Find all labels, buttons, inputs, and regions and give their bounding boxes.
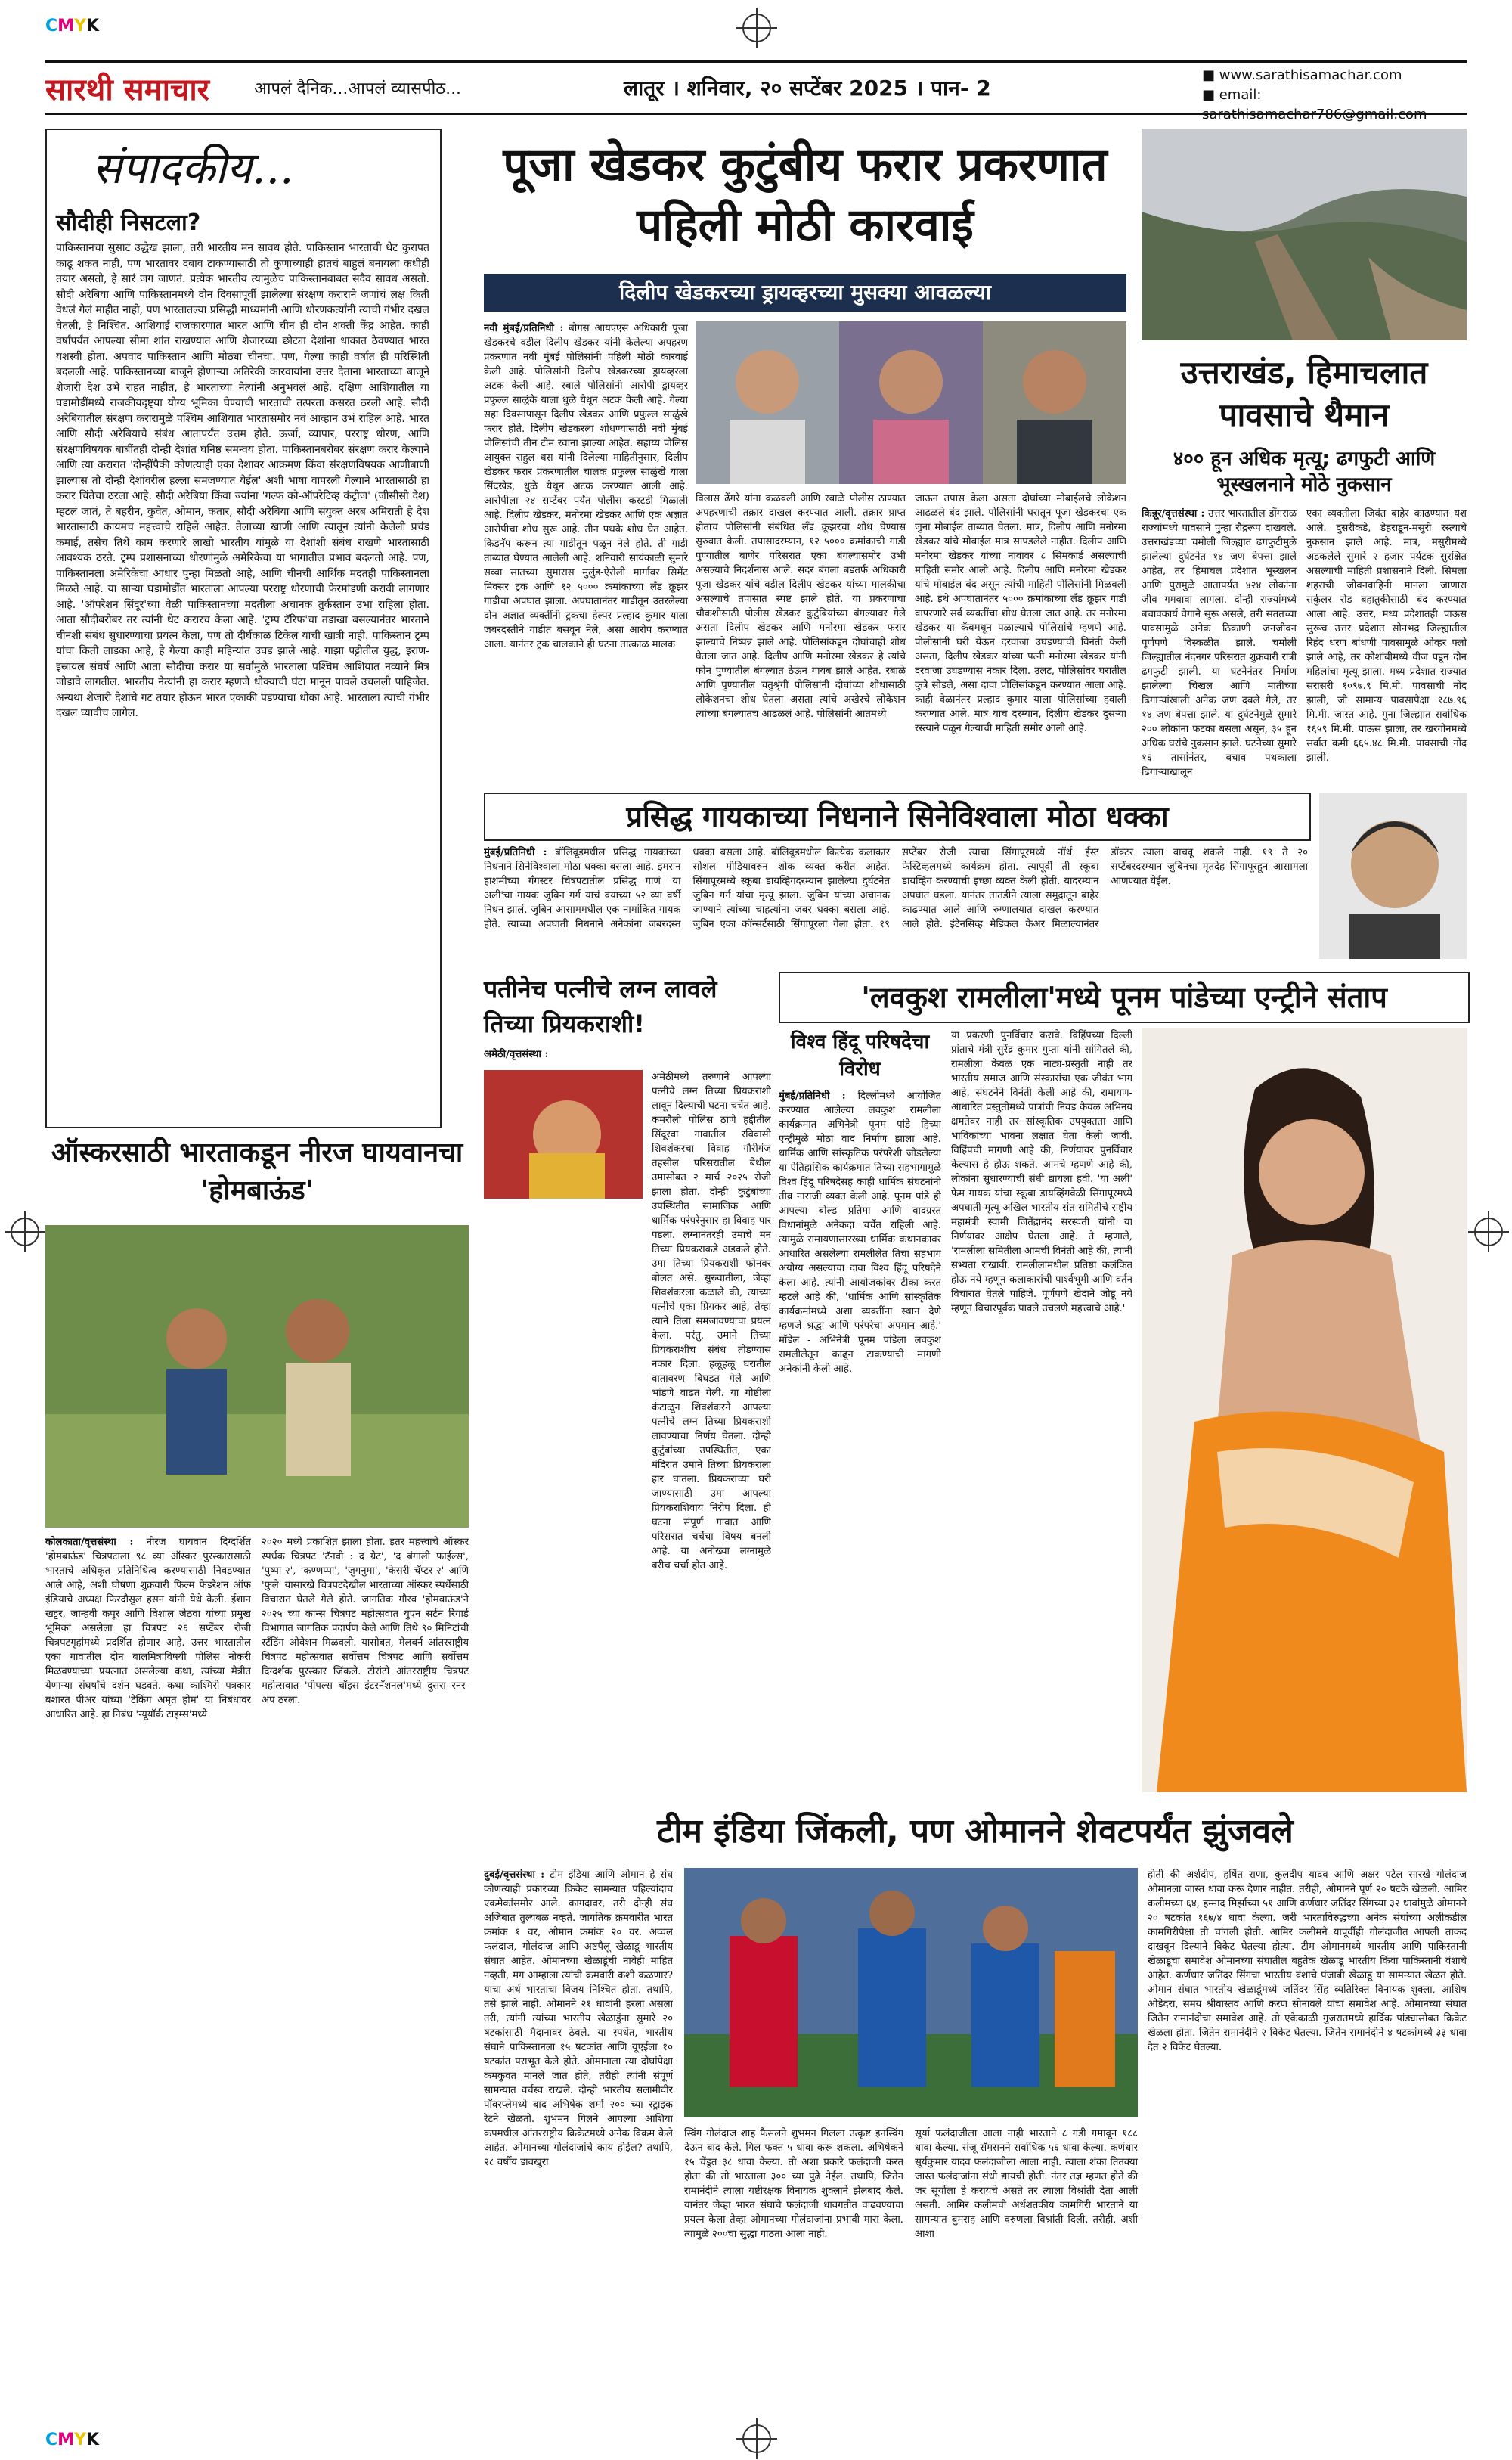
lead-headline: पूजा खेडकर कुटुंबीय फरार प्रकरणात पहिली मोठी कारवाई	[503, 138, 1108, 252]
cricket-photo	[684, 1868, 1138, 2117]
editorial-body: पाकिस्तानचा सुसाट उद्धेख झाला, तरी भारतीय मन सावध होते. पाकिस्तान भारताची थेट कुरापत काढू शकत नाही, पण भारतावर दबाव टाकण्यासाठी तो कुणाच्याही हातचं बाहुलं बनायला कधीही तयार असतो, हे सारं जग जाणतं. प्रत्येक भारतीय त्यामुळेच पाकिस्तानबाबत सदैव सावध असतो. सौदी अरेबिया आणि पाकिस्तानमध्ये दोन दिवसांपूर्वी झालेल्या संरक्षण कराराने जणांचं लक्ष किती वेधलं गेलं माहीत नाही, पण भारतातल्या प्रसिद्धी माध्यमांनी आणि धोरणकर्त्यांनी त्याची गंभीर दखल घेतली, हे निश्चित. आशियाई राजकारणात भारत आणि चीन ही दोन शक्ती केंद्र आहेत. काही वर्षांपर्यंत आपल्या सीमा शांत राखण्यात आणि शेजारच्या छोट्या देशांना धाकात ठेवण्यात भारत यशस्वी होता. अपवाद पाकिस्तान आणि मोठ्या चीनचा. पण, गेल्या काही वर्षात ही परिस्थिती बदलली आहे. पाकिस्तानच्या बाजूने होणाऱ्या अतिरेकी कारवायांना उत्तर देताना भारताच्या बाजूने शेजारी देश उभे राहत नाहीत, हे भारताच्या नेत्यांनी अनुभवलं आहे. दक्षिण आशियातील या घडामोडींमध्ये राजकीयदृष्ट्या योग्य भूमिका घेण्याची भारताची तत्परता कसरत ठरली आहे. सौदी अरेबियातील संरक्षण करारामुळे पश्चिम आशियात भारतासमोर नवं आव्हान उभं राहिलं आहे. भारत आणि सौदी अरेबियाचे संबंध आतापर्यंत उत्तम होते. ऊर्जा, व्यापार, परराष्ट्र धोरण, आणि संरक्षणविषयक बाबींतही दोन्ही देशांत घनिष्ठ समन्वय होता. पाकिस्तानबरोबर संरक्षण करार केल्याने आणि त्या करारात 'दोन्हींपैकी कोणत्याही एका देशावर आक्रमण किंवा संरक्षणविषयक आणीबाणी झाल्यास तो दोन्ही देशांवरील हल्ला समजण्यात येईल' अशी भाषा वापरली गेल्याने भारतासाठी हा करार चिंतेचा ठरला आहे. सौदी अरेबिया किंवा ज्यांना 'गल्फ को-ऑपरेटिव्ह कंट्रीज' (जीसीसी देश) म्हटलं जातं, ते बहरीन, कुवेत, ओमान, कतार, सौदी अरेबिया आणि संयुक्त अरब अमिराती हे देश भारतासाठी कायमच महत्त्वाचे राहिले आहेत. तेलाच्या खाणी आणि त्यातून त्यांनी केलेली प्रचंड कमाई, तसेच तिथे काम करणारे लाखो भारतीय यांमुळे या देशांशी संबंध राखणे भारतासाठी आवश्यक ठरते. ट्रम्प प्रशासनाच्या धोरणांमुळे अमेरिकेचा या भागातील प्रभाव बदलतो आहे. पण, पाकिस्तानला अमेरिकेचा आधार पुन्हा मिळतो आहे, आणि चीनची आर्थिक मदतही पाकिस्तानला मिळते आहे. या साऱ्या घडामोडींत भारताला आपल्या परराष्ट्र धोरणाची फेरमांडणी करावी लागणार आहे. 'ऑपरेशन सिंदूर'च्या वेळी पाकिस्तानच्या मदतीला अचानक तुर्कस्तान उभा राहिला होता. आता सौदीबरोबर तर त्यांनी थेट करारच केला आहे. 'ट्रम्प टॅरिफ'चा तडाखा बसल्यानंतर भारताने चीनशी संबंध सुधारण्याचा प्रयत्न केला, पण तो दीर्घकाळ टिकेल याची खात्री नाही. पाकिस्तान ट्रम्प यांचा किती लाडका आहे, हे गेल्या काही महिन्यांत उघड झाले आहे. गाझा पट्टीतील युद्ध, इराण-इस्रायल संघर्ष आणि आता सौदीचा करार या सर्वांमुळे भारताला पश्चिम आशियात नव्याने मित्र जोडावे लागतील. भारतीय नेत्यांनी हा करार म्हणजे धोक्याची घंटा मानून पावले उचलली पाहिजेत. अन्यथा शेजारी देशांचे गट तयार होऊन भारत एकाकी पडण्याचा धोका आहे. भारताला त्याची गंभीर दखल घ्यावीच लागेल.	[56, 242, 429, 719]
actress-photo	[1142, 1028, 1467, 1792]
email-line: ■ email: sarathisamachar786@gmail.com	[1202, 87, 1427, 123]
uttarakhand-headline: उत्तराखंड, हिमाचलात पावसाचे थैमान	[1180, 354, 1428, 433]
oscar-body-1: नीरज घायवान दिग्दर्शित 'होमबाऊंड' चित्रपटाला ९८ व्या ऑस्कर पुरस्कारासाठी भारताचे अधिकृत प्रतिनिधित्व करण्यासाठी निवडण्यात आले आहे, अशी घोषणा शुक्रवारी फिल्म फेडरेशन ऑफ इंडियाचे अध्यक्ष फिरदौसुल हसन यांनी येथे केली. ईशान खट्टर, जान्हवी कपूर आणि विशाल जेठवा यांच्या प्रमुख भूमिका असलेला हा चित्रपट २६ सप्टेंबर रोजी चित्रपटगृहांमध्ये प्रदर्शित होणार आहे. उत्तर भारतातील एका गावातील दोन बालमित्रांविषयी पोलिस नोकरी मिळवण्याच्या प्रयत्नात असलेल्या कथा, त्यांच्या मैत्रीत येणाऱ्या संघर्षांचे दर्शन घडवते. कथा काश्मिरी पत्रकार बशारत पीअर यांच्या 'टेकिंग अमृत होम' या निबंधावर आधारित आहे. हा निबंध 'न्यूयॉर्क टाइम्स'मध्ये	[45, 1537, 251, 1720]
newspaper-name: सारथी समाचार	[45, 72, 210, 107]
cricket-body-1: टीम इंडिया आणि ओमान हे संघ कोणत्याही प्रकारच्या क्रिकेट सामन्यात पहिल्यांदाच एकमेकांसमोर आले. कागदावर, तरी दोन्ही संघ अजिबात तुल्यबळ नव्हते. जागतिक क्रमवारीत भारत क्रमांक १ वर, ओमान क्रमांक २० वर. अव्वल फलंदाज, गोलंदाज आणि अष्टपैलू खेळाडू भारतीय संघात आहेत. ओमानच्या खेळाडूंची नावेही माहित नव्हती, मग आम्हाला त्यांची क्रमवारी कशी कळणार? याचा अर्थ भारताचा विजय निश्चित होता. तथापि, तसे झाले नाही. ओमानने २१ धावांनी हरला असला तरी, त्यांनी त्यांच्या भारतीय खेळाडूंना सुमारे २० षटकांसाठी मैदानावर ठेवले. या स्पर्धेत, भारतीय संघाने पाकिस्तानला १५ षटकांत आणि यूएईला १० षटकांत पराभूत केले होते. ओमानाला त्या दोघांपेक्षा कमकुवत मानले जात होते, तरीही त्यांनी संपूर्ण सामन्यात वर्चस्व राखले. दोन्ही भारतीय सलामीवीर पॉवरप्लेमध्ये बाद अभिषेक शर्मा २०० च्या स्ट्राइक रेटने खेळतो. शुभमन गिलने आपल्या आशिया कपमधील आंतरराष्ट्रीय क्रिकेटमध्ये अनेक विक्रम केले आहेत. ओमानच्या गोलंदाजांचे काय होईल? तथापि, २८ वर्षीय डावखुरा	[484, 1869, 673, 2168]
ramleela-body-col2: या प्रकरणी पुनर्विचार करावे. विहिंपच्या दिल्ली प्रांताचे मंत्री सुरेंद्र कुमार गुप्ता यांनी सांगितले की, रामलीला केवळ एक नाट्य-प्रस्तुती नाही तर भारतीय समाज आणि संस्कारांचा एक जीवंत भाग आहे. संघटनेने विनंती केली आहे की, रामायण-आधारित प्रस्तुतीमध्ये पात्रांची निवड केवळ अभिनय क्षमतेवर नाही तर सांस्कृतिक उपयुक्तता आणि भाविकांच्या भावना लक्षात घेता केली जावी. विहिंपची मागणी आहे की, निर्णयावर पुनर्विचार केल्यास हे होऊ शकते. आमचे म्हणणे आहे की, लोकांना सुधारण्याची संधी द्यायला हवी. 'या अली' फेम गायक यांचा स्कूबा डायव्हिंगवेळी सिंगापूरमध्ये अपघाती मृत्यू अखिल भारतीय संत समितीचे राष्ट्रीय महामंत्री स्वामी जितेंद्रानंद सरस्वती यांनी या निर्णयावर आक्षेप घेतला आहे. ते म्हणाले, 'रामलीला समितीला आमची विनंती आहे की, त्यांनी सभ्यता राखावी. रामलीलामधील प्रतिष्ठा कलंकित होऊ नये म्हणून कलाकारांची पार्श्वभूमी आणि वर्तन विचारात घेतले पाहिजे. पूर्णपणे खेदाने जोडू नये म्हणून विचारपूर्वक पावले उचलणे महत्त्वाचे आहे.'	[951, 1030, 1132, 1314]
uttarakhand-body-1: उत्तर भारतातील डोंगराळ राज्यांमध्ये पावसाने पुन्हा रौद्ररूप दाखवले. उत्तराखंडच्या चमोली जिल्ह्यात ढगफुटीमुळे झालेल्या दुर्घटनेत १४ जण बेपत्ता झाले आहेत, तर हिमाचल प्रदेशात भूस्खलन आणि पुरामुळे आतापर्यंत ४२४ लोकांना जीव गमवावा लागला. दोन्ही राज्यांमध्ये बचावकार्य वेगाने सुरू असले, तरी सततच्या पावसामुळे अनेक ठिकाणी जनजीवन पूर्णपणे विस्कळीत झाले. चमोली जिल्ह्यातील नंदनगर परिसरात शुक्रवारी रात्री ढगफुटी झाली. या घटनेनंतर निर्माण झालेल्या चिखल आणि मातीच्या ढिगाऱ्यांखाली अनेक जण दबले गेले, तर १४ जण बेपत्ता झाले. या दुर्घटनेमुळे सुमारे २०० लोकांना फटका बसला असून, ३५ हून अधिक घरांचे नुकसान झाले. घटनेच्या सुमारे १६ तासांनंतर, बचाव पथकाला ढिगाऱ्याखालून	[1142, 508, 1297, 778]
cmyk-k-bottom: K	[86, 2431, 100, 2449]
lead-dateline: नवी मुंबई/प्रतिनिधी :	[484, 323, 564, 334]
cmyk-c-bottom: C	[45, 2431, 58, 2449]
lead-photo-strip	[696, 321, 1126, 484]
registration-mark-right	[1474, 1218, 1503, 1246]
lead-subhead-bar	[484, 274, 1126, 312]
cmyk-k: K	[86, 17, 100, 36]
lead-body-1: बोगस आयएएस अधिकारी पूजा खेडकरचे वडील दिलीप खेडकर यांनी केलेल्या अपहरण प्रकरणात नवी मुंबई पोलिसांनी पहिली मोठी कारवाई केली आहे. पोलिसांनी दिलीप खेडकरच्या ड्रायव्हरला अटक केली आहे. रबाले पोलिसांनी आरोपी ड्रायव्हर प्रफुल्ल साळुंके याला धुळे येथून अटक केली आहे. गेल्या सहा दिवसापासून दिलीप खेडकर आणि प्रफुल्ल साळुंखे फरार होते. दिलीप खेडकरला शोधण्यासाठी नवी मुंबई पोलिसांची तीन टीम रवाना झाल्या आहेत. सहाय्य पोलिस आयुक्त राहुल धस यांनी दिलेल्या माहितीनुसार, दिलीप खेडकर फरार प्रकरणातील चालक प्रफुल्ल साळुंखे याला सिंदखेड, धुळे येथून अटक करण्यात आली आहे. आरोपीला २४ सप्टेंबर पर्यंत पोलीस कस्टडी मिळाली आहे. दिलीप खेडकर, मनोरमा खेडकर आणि एक अज्ञात आरोपीचा शोध सुरू आहे. तीन पथके शोध घेत आहेत. किडनॅप करून त्या गाडीतून पळून नेले होते. ती गाडी ताब्यात घेण्यात आलेली आहे. शनिवारी सायंकाळी सुमारे सव्वा सातच्या सुमारास मुलुंड-ऐरोली मार्गावर सिमेंट मिक्सर ट्रक आणि १२ ५००० क्रमांकाच्या लँड क्रूझर गाडीचा अपघात झाला. अपघातानंतर गाडीतून उतरलेल्या दोन अज्ञात व्यक्तींनी ट्रकचा हेल्पर प्रल्हाद कुमार याला जबरदस्तीने गाडीत बसवून नेले, असा आरोप करण्यात आला. यानंतर ट्रक चालकाने ही घटना तात्काळ मालक	[484, 323, 688, 650]
editorial-label: संपादकीय...	[92, 142, 294, 194]
singer-body	[484, 845, 1308, 959]
lead-body-col1	[484, 321, 688, 783]
wedding-dateline: अमेठी/वृत्तसंस्था :	[484, 1049, 549, 1060]
singer-portrait	[1319, 793, 1467, 959]
wedding-headline: पतीनेच पत्नीचे लग्न लावले तिच्या प्रियकराशी!	[484, 975, 717, 1038]
editorial-title: सौदीही निसटला?	[56, 209, 201, 236]
oscar-dateline: कोलकाता/वृत्तसंस्था :	[45, 1537, 134, 1548]
lead-subhead: दिलीप खेडकरच्या ड्रायव्हरच्या मुसक्या आवळल्या	[618, 280, 992, 305]
wedding-photo	[484, 1070, 643, 1199]
masthead	[45, 60, 1467, 123]
cricket-headline: टीम इंडिया जिंकली, पण ओमानने शेवटपर्यंत झुंजवले	[657, 1812, 1294, 1850]
singer-headline-box	[484, 793, 1311, 841]
cmyk-y: Y	[74, 17, 86, 36]
editorial-box	[45, 129, 442, 1128]
oscar-photo	[45, 1225, 469, 1528]
website: www.sarathisamachar.com	[1219, 67, 1402, 83]
cricket-body-col3: सूर्या फलंदाजीला आला नाही भारताने ८ गडी गमावून १८८ धावा केल्या. संजू सॅमसनने सर्वाधिक ५६ धावा केल्या. कर्णधार सूर्यकुमार यादव फलंदाजीला आला नाही. त्याला शंका तितक्या जास्त फलंदाजांना संधी द्यायची होती. नंतर तज्ञ म्हणत होते की जर सूर्याला हे करायचे असते तर त्याला विश्रांती देता आली असती. आमिर कलीमची अर्धशतकीय कामगिरी भारताने या सामन्यात बुमराह आणि वरुणला विश्रांती दिली. तरीही, अशी आशा	[915, 2128, 1138, 2240]
uttarakhand-photo	[1142, 129, 1467, 340]
lead-body-col2: विलास ढेंगरे यांना कळवली आणि रबाळे पोलीस ठाण्यात अपहरणाची तक्रार दाखल करण्यात आली. तक्रार प्राप्त होताच पोलिसांनी संबंधित लँड क्रूझरचा शोध घेण्यास सुरुवात केली. तपासादरम्यान, १२ ५००० क्रमांकाची गाडी पुण्यातील बाणेर परिसरात एका बंगल्यासमोर उभी असल्याचे निदर्शनास आले. सदर बंगला बडतर्फ अधिकारी पूजा खेडकर यांचे वडील दिलीप खेडकर यांच्या मालकीचा असल्याचे तपासात स्पष्ट झाले होते. या प्रकरणाचा चौकशीसाठी पोलीस खेडकर कुटुंबियांच्या बंगल्यावर गेले असता दिलीप खेडकर आणि मनोरमा खेडकर फरार झाल्याचे निष्पन्न झाले आहे. पोलिसांकडून दोघांचाही शोध घेतला जात आहे. दिलीप आणि मनोरमा खेडकर हे त्यांचे फोन पुण्यातील बंगल्यात ठेऊन गायब झाले आहेत. रबाळे आणि पुण्यातील चतुश्रृंगी पोलिसांनी दोघांच्या शोधासाठी लोकेशनचा शोध घेतला असता त्यांचे अखेरचे लोकेशन त्यांच्या बंगल्यातच आढळलं आहे. पोलिसांनी आतमध्ये	[696, 493, 906, 720]
uttarakhand-body-col2: एका व्यक्तीला जिवंत बाहेर काढण्यात यश आले. दुसरीकडे, डेहराडून-मसुरी रस्त्याचे नुकसान झाले आहे. मात्र, मसुरीमध्ये अडकलेले सुमारे २ हजार पर्यटक सुरक्षित असल्याची माहिती प्रशासनाने दिली. सिमला शहराची जीवनवाहिनी मानला जाणारा सर्कुलर रोड बहातुकीसाठी बंद करण्यात आला आहे. उत्तर, मध्य प्रदेशातही पाऊस सुरूच उत्तर प्रदेशात सोनभद्र जिल्ह्यातील रिहंद धरण बांधणी पावसामुळे ओव्हर फ्लो झाले आहे, तर कौशांबीमध्ये वीज पडून दोन महिलांचा मृत्यू झाला. मध्य प्रदेशात राज्यात सरासरी १०९७.९ मि.मी. पावसाची नोंद झाली, जी सामान्य पावसापेक्षा १८७.९६ मि.मी. जास्त आहे. गुना जिल्ह्यात सर्वाधिक १६५९ मि.मी. पाऊस झाला, तर खरगोनमध्ये सर्वात कमी ६६५.४८ मि.मी. पावसाची नोंद झाली.	[1306, 508, 1467, 764]
cricket-dateline: दुबई/वृत्तसंस्था :	[484, 1869, 545, 1881]
cmyk-m-bottom: M	[57, 2431, 75, 2449]
registration-mark-top	[742, 14, 771, 42]
email: email: sarathisamachar786@gmail.com	[1202, 87, 1427, 123]
oscar-body-col1	[45, 1535, 251, 1792]
cmyk-mark-bottom	[45, 2431, 99, 2449]
homebound-still	[45, 1225, 469, 1528]
contact-info	[1202, 66, 1467, 125]
uttarakhand-subhead: ४०० हून अधिक मृत्यू; ढगफुटी आणि भूस्खलनाने मोठे नुकसान	[1173, 448, 1436, 496]
uttarakhand-body-col1	[1142, 507, 1297, 783]
cmyk-m: M	[57, 17, 75, 36]
wedding-image	[484, 1070, 643, 1199]
uttarakhand-dateline: किन्नूर/वृत्तसंस्था :	[1142, 508, 1205, 520]
registration-mark-left	[11, 1218, 39, 1246]
newspaper-tagline: आपलं दैनिक...आपलं व्यासपीठ...	[254, 79, 462, 98]
khedkar-photos	[696, 321, 1126, 484]
lead-body-col3: जाऊन तपास केला असता दोघांच्या मोबाईलचे लोकेशन आढळले बंद झाले. पोलिसांनी घरातून पूजा खेडकरचा एक जुना मोबाईल ताब्यात घेतला. मात्र, दिलीप आणि मनोरमा खेडकर यांचे मोबाईल मात्र सापडलेले नाहीत. दिलीप आणि मनोरमा खेडकर यांच्या नावावर ८ सिमकार्ड असल्याची माहिती समोर आली आहे. दिलीप आणि मनोरमा खेडकर यांचे मोबाईल बंद असून त्यांची माहिती पोलिसांनी मिळवली आहे. इथे अपघातानंतर ५००० क्रमांकाच्या लँड क्रूझर गाडी वापरणारे सर्व व्यक्तींचा शोध घेतला जात आहे. तर मनोरमा खेडकर या कॅबमधून पळाल्याचे पोलिसांचे म्हणणे आहे. पोलीसांनी घरी येऊन दरवाजा उघडण्याची विनंती केली असता, दिलीप खेडकर यांच्या पत्नी मनोरमा खेडकर यांनी दरवाजा उघडण्यास नकार दिला. उलट, पोलिसांवर घरातील कुत्रे सोडले, असा दावा पोलिसांकडून करण्यात आला आहे. काही वेळानंतर प्रल्हाद कुमार याला पोलिसांच्या हवाली करण्यात आले. मात्र याच दरम्यान, दिलीप खेडकर दुसऱ्या रस्त्याने पळून गेल्याची माहिती समोर आली आहे.	[915, 493, 1126, 734]
cricket-image	[684, 1868, 1138, 2117]
cricket-body-col4: होती की अर्शदीप, हर्षित राणा, कुलदीप यादव आणि अक्षर पटेल सारखे गोलंदाज ओमानला जास्त धावा करू देणार नाहीत. तरीही, ओमानने पूर्ण २० षटके खेळली. आमिर कलीमच्या ६४, हम्माद मिर्झाच्या ५१ आणि कर्णधार जतिंदर सिंगच्या ३२ धावांमुळे ओमानने २० षटकांत १६७/४ धावा केल्या. जरी भारताविरुद्धच्या अनेक संघांच्या अलीकडील कामगिरीपेक्षा ती चांगली होती. आमिर कलीमने यापूर्वीही गोलंदाजीत आपली ताकद दाखवून दिल्याने विकेट घेतल्या होत्या. टीम ओमानमध्ये भारतीय आणि पाकिस्तानी खेळाडूंचा समावेश ओमानच्या संघातील बहुतेक खेळाडू भारतीय किंवा पाकिस्तानी वंशाचे आहेत. कर्णधार जतिंदर सिंगचा भारतीय वंशाचे पंजाबी खेळाडू या सामन्यात खेळत होते. ओमान संघात भारतीय खेळाडूंमध्ये जतिंदर सिंह व्यतिरिक्त विनायक शुक्ला, आशिष ओडेदरा, समय श्रीवास्तव आणि करण सोनावले यांचा समावेश आहे. ओमानच्या संघात जितेन रामानंदीचा समावेश आहे. तो एकेकाळी गुजरातमध्ये हार्दिक पांड्यासोबत क्रिकेट खेळला होता. जितेन रामानंदीने २ विकेट घेतल्या. जितेन रामानंदीने ४ षटकांमध्ये ३३ धावा देत २ विकेट घेतल्या.	[1148, 1869, 1467, 2053]
ramleela-subhead: विश्व हिंदू परिषदेचा विरोध	[790, 1031, 930, 1081]
ramleela-body-col1	[779, 1089, 941, 1792]
oscar-body-col2: २०२० मध्ये प्रकाशित झाला होता. इतर महत्त्वाचे ऑस्कर स्पर्धक चित्रपट 'टॅनवी : द ग्रेट', 'द बंगाली फाईल्स', 'पुष्पा-२', 'कण्णप्पा', 'जुगनुमा', 'केसरी चॅप्टर-२' आणि 'फुले' यासारखे चित्रपटदेखील भारताच्या ऑस्कर स्पर्धेसाठी विचारात घेतले गेले होते. जागतिक गौरव 'होमबाऊंड'ने २०२५ च्या कान्स चित्रपट महोत्सवात युएन सर्टन रिगार्ड विभागात जागतिक पदार्पण केले आणि तिथे ९० मिनिटांची स्टँडिंग ओवेशन मिळवली. यासोबत, मेलबर्न आंतरराष्ट्रीय चित्रपट महोत्सवात सर्वोत्तम चित्रपट आणि सर्वोत्तम दिग्दर्शक पुरस्कार जिंकले. टोरांटो आंतरराष्ट्रीय चित्रपट महोत्सवात 'पीपल्स चॉइस इंटरनॅशनल'मध्ये दुसरा रनर-अप ठरला.	[262, 1537, 469, 1706]
cmyk-mark-top	[45, 17, 99, 36]
ramleela-headline-box	[779, 972, 1470, 1023]
singer-dateline: मुंबई/प्रतिनिधी :	[484, 847, 547, 858]
cricket-body-col2: स्विंग गोलंदाज शाह फैसलने शुभमन गिलला उत्कृष्ट इनस्विंग देऊन बाद केले. गिल फक्त ५ धावा करू शकला. अभिषेकने १५ चेंडूत ३८ धावा केल्या. तो अशा प्रकारे फलंदाजी करत होता की तो भारताला ३०० च्या पुढे नेईल. तथापि, जितेन रामानंदीने त्याला यष्टीरक्षक विनायक शुक्लाने झेलबाद केले. यानंतर जेव्हा भारत संघाचे फलंदाजी धावगतीत वाढवण्याचा प्रयत्न केला तेव्हा ओमानच्या गोलंदाजांना प्रभावी मारा केला. त्यामुळे २००चा सुद्धा गाठता आला नाही.	[684, 2128, 903, 2240]
singer-headline: प्रसिद्ध गायकाच्या निधनाने सिनेविश्वाला मोठा धक्का	[626, 800, 1169, 833]
cmyk-y-bottom: Y	[74, 2431, 86, 2449]
ramleela-dateline: मुंबई/प्रतिनिधी :	[779, 1090, 846, 1102]
cricket-body-col1	[484, 1868, 673, 2420]
ramleela-photo	[1142, 1028, 1467, 1792]
wedding-body: अमेठीमध्ये तरुणाने आपल्या पत्नीचे लग्न तिच्या प्रियकराशी लावून दिल्याची घटना चर्चेत आहे. कमरौली पोलिस ठाणे हद्दीतील सिंदूरवा गावातील रविवासी शिवशंकरचा विवाह गौरीगंज तहसील परिसरातील बेथील उमासोबत २ मार्च २०२५ रोजी झाला होता. दोन्ही कुटुंबांच्या उपस्थितीत सामाजिक आणि धार्मिक परंपरेनुसार हा विवाह पार पडला. लग्नानंतरही उमाचे मन तिच्या प्रियकराकडे अडकले होते. उमा तिच्या प्रियकराशी फोनवर बोलत असे. सुरुवातीला, जेव्हा शिवशंकरला कळाले की, त्याच्या पत्नीचे एका प्रियकर आहे, तेव्हा त्याने तिला समजावण्याचा प्रयत्न केला. परंतु, उमाने तिच्या प्रियकराशीच संबंध तोडण्यास नकार दिला. हळूहळू घरातील वातावरण बिघडत गेले आणि भांडणे वाढत गेली. या गोष्टीला कंटाळून शिवशंकरने आपल्या पत्नीचे लग्न तिच्या प्रियकराशी लावण्याचा निर्णय घेतला. दोन्ही कुटुंबांच्या उपस्थितीत, एका मंदिरात उमाने तिच्या प्रियकराला हार घातला. प्रियकराच्या घरी जाण्यासाठी उमा आपल्या प्रियकराशिवाय निरोप दिला. ही घटना संपूर्ण गावात आणि परिसरात चर्चेचा विषय बनली आहे. या अनोख्या लग्नामुळे बरीच चर्चा होत आहे.	[652, 1072, 771, 1571]
landslide-image	[1142, 129, 1467, 340]
ramleela-body-1: दिल्लीमध्ये आयोजित करण्यात आलेल्या लवकुश रामलीला कार्यक्रमात अभिनेत्री पूनम पांडे हिच्या एन्ट्रीमुळे मोठा वाद निर्माण झाला आहे. धार्मिक आणि सांस्कृतिक परंपरेशी जोडलेल्या या ऐतिहासिक कार्यक्रमात तिच्या सहभागामुळे विश्व हिंदू परिषदेसह काही धार्मिक संघटनांनी तीव्र नाराजी व्यक्त केली आहे. पूनम पांडे ही आपल्या बोल्ड प्रतिमा आणि वादग्रस्त विधानांमुळे अनेकदा चर्चेत राहिली आहे. त्यामुळे रामायणासारख्या धार्मिक कथानकावर आधारित असलेल्या रामलीलेत तिचा सहभाग अयोग्य असल्याचा दावा विश्व हिंदू परिषदेने केला आहे. त्यांनी आयोजकांवर टीका करत म्हटले आहे की, 'धार्मिक आणि सांस्कृतिक कार्यक्रमांमध्ये अशा व्यक्तींना स्थान देणे म्हणजे श्रद्धा आणि परंपरेचा अपमान आहे.' मॉडेल - अभिनेत्री पूनम पांडेला लवकुश रामलीलेतून काढून टाकण्याची मागणी अनेकांनी केली आहे.	[779, 1090, 941, 1375]
ramleela-headline: 'लवकुश रामलीला'मध्ये पूनम पांडेच्या एन्ट्रीने संताप	[861, 981, 1387, 1014]
singer-body-text: बॉलिवूडमधील प्रसिद्ध गायकाच्या निधनाने सिनेविश्वाला मोठा धक्का बसला आहे. इमरान हाशमीच्या गँगस्टर चित्रपटातील प्रसिद्ध गाणं 'या अली'चा गायक जुबिन गर्ग याचं वयाच्या ५२ व्या वर्षी निधन झालं. जुबिन आसाममधील एक नामांकित गायक होते. त्याच्या अपघाती निधनाने अनेकांना जबरदस्त धक्का बसला आहे. बॉलिवूडमधील कित्येक कलाकार सोशल मीडियावरुन शोक व्यक्त करीत आहेत. सिंगापूरमध्ये स्कूबा डायव्हिंगदरम्यान झालेल्या दुर्घटनेत जुबिन गर्ग यांचा मृत्यू झाला. जुबिन यांच्या अचानक जाण्याने त्यांच्या चाहत्यांना जबर धक्का बसला आहे. जुबिन एका कॉन्सर्टसाठी सिंगापूरला गेला होता. १९ सप्टेंबर रोजी त्याचा सिंगापूरमध्ये नॉर्थ ईस्ट फेस्टिव्हलमध्ये कार्यक्रम होता. त्यापूर्वी ती स्कूबा डायव्हिंग करण्याची इच्छा व्यक्त केली होती. यादरम्यान अपघात घडला. यानंतर तातडीने त्याला समुद्रातून बाहेर काढण्यात आले आणि रुग्णालयात दाखल करण्यात आले होते. इंटेनसिव्ह मेडिकल केअर मिळाल्यानंतर डॉक्टर त्याला वाचवू शकले नाही. १९ ते २० सप्टेंबरदरम्यान जुबिनचा मृतदेह सिंगापूरहून आसामला आणण्यात येईल.	[484, 847, 1308, 930]
date-line: लातूर । शनिवार, २० सप्टेंबर 2025 । पान- 2	[624, 76, 991, 101]
cmyk-c: C	[45, 17, 58, 36]
singer-photo	[1319, 793, 1467, 959]
registration-mark-bottom	[742, 2424, 771, 2453]
website-line: ■ www.sarathisamachar.com	[1202, 67, 1402, 83]
oscar-headline: ऑस्करसाठी भारताकडून नीरज घायवानचा 'होमबाऊंड'	[51, 1137, 463, 1206]
